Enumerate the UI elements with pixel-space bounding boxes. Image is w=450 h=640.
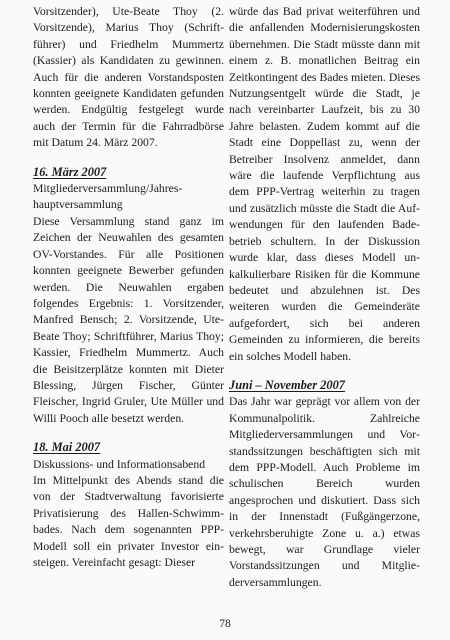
section-gap [229,365,420,377]
section-heading-18-mai: 18. Mai 2007 [33,440,101,455]
section-gap [33,152,224,164]
section-body-16-maerz: Diese Versammlung stand ganz im Zeichen der Neuwahlen des gesamten OV-Vorstandes. Für alle Positionen konnten geeignete Bewerber gefunden werden. Die Neuwahlen ergaben folgendes Ergebnis: 1. Vorsitzender, Manfred Bensch; 2. Vorsitzende, Ute-Beate Thoy; Schriftführer, Marius Thoy; Kassier, Friedhelm Mummertz. Auch die Beisitzerplätze konnten mit Dieter Blessing, Jürgen Fischer, Günter Fleischer, Ingrid Gruler, Ute Müller und Willi Pooch alle besetzt werden. [33,214,224,425]
section-heading-juni-november: Juni – November 2007 [229,377,345,392]
section-subtitle-line1: Mitgliederversammlung/Jahres- [33,182,183,196]
continued-paragraph: würde das Bad privat weiterführen und die anfallenden Modernisierungskosten übernehmen. Die Stadt müsste dann mit einem z. B. monatlichen Beitrag ein Zeitkontingent des Bades mieten. Dieses Nutzungsentgelt würde die Stadt, je nach vereinbarter Laufzeit, bis zu 30 Jahre belasten. Zudem kommt auf die Stadt eine Doppellast zu, wenn der Betreiber Insolvenz anmeldet, dann wäre die laufende Verpflichtung aus dem PPP-Vertrag weiterhin zu tragen und zusätzlich müsste die Stadt die Aufwendungen für den laufenden Badebetrieb schultern. In der Diskussion wurde klar, dass dieses Modell unkalkulierbare Risiken für die Kommune bedeutet und abzulehnen ist. Des weiteren wurden die Gemeinderäte aufgefordert, sich bei anderen Gemeinden zu informieren, die bereits ein solches Modell haben. [229,5,420,363]
intro-paragraph: Vorsitzender), Ute-Beate Thoy (2. Vorsitzende), Marius Thoy (Schriftführer) und Friedhelm Mummertz (Kassier) als Kandidaten zu gewinnen. Auch für die anderen Vorstandsposten konnten geeignete Kandidaten gefunden werden. Endgültig festgelegt wurde auch der Termin für die Fahrradbörse mit Datum 24. März 2007. [33,5,224,150]
section-body-18-mai: Im Mittelpunkt des Abends stand die von der Stadtverwaltung favorisierte Privatisierung des Hallen-Schwimmbades. Nach dem sogenannten PPP-Modell soll ein privater Investor einsteigen. Vereinfacht gesagt: Dieser [33,473,224,569]
section-subtitle-18-mai: Diskussions- und Informationsabend [33,457,206,471]
right-column [229,4,420,591]
section-body-juni-november: Das Jahr war geprägt vor allem von der Kommunalpolitik. Zahlreiche Mitgliederversammlungen und Vorstandssitzungen beschäftigten sich mit dem PPP-Modell. Auch Probleme im schulischen Bereich wurden angesprochen und diskutiert. Dass sich in der Innenstadt (Fußgängerzone, verkehrsberuhigte Zone u. a.) etwas bewegt, war Grundlage vieler Vorstandssitzungen und Mitgliederversammlungen. [229,395,420,589]
section-heading-16-maerz: 16. März 2007 [33,164,107,179]
page-number: 78 [219,618,231,630]
section-subtitle-line2: hauptversammlung [33,198,123,212]
section-gap [33,427,224,439]
left-column [33,4,224,571]
